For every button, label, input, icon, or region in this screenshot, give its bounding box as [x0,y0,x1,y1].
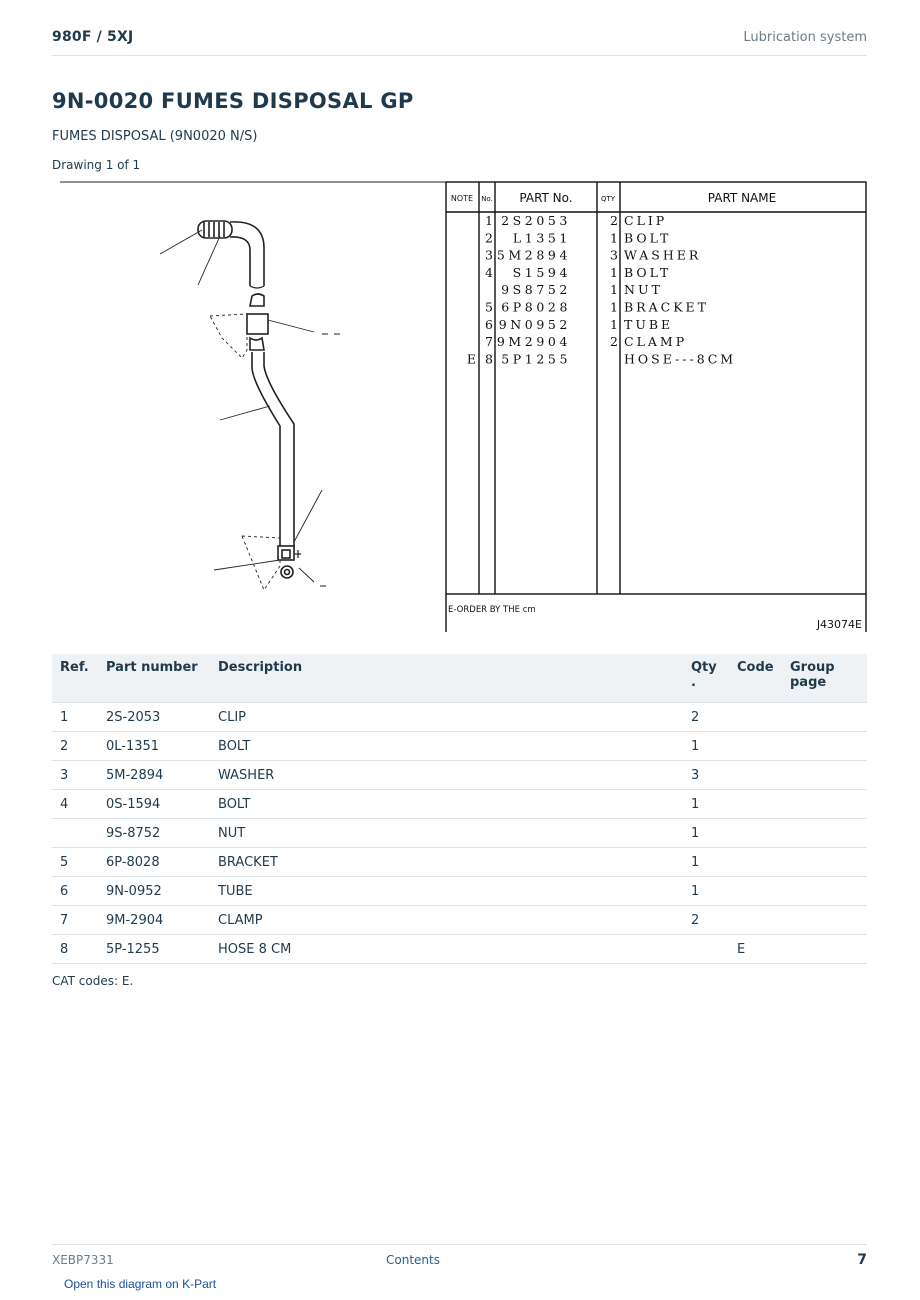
diagram-id: J43074E [816,618,862,631]
diagram-qty: 3 [610,247,618,263]
diagram-no-header: No. [481,195,493,203]
diagram-part-no: 5P1255 [501,351,571,367]
cell-group [790,906,867,935]
cell-qty: 1 [691,877,737,906]
col-code: Code [737,654,790,703]
cell-part-number: 9N-0952 [106,877,218,906]
diagram-qty: 1 [610,282,618,298]
diagram-name: HOSE---8CM [624,351,737,367]
diagram-name: BRACKET [624,299,709,315]
cell-description: NUT [218,819,691,848]
cell-ref: 4 [52,790,106,819]
cell-ref: 8 [52,935,106,964]
system-label: Lubrication system [743,30,867,45]
contents-link[interactable]: Contents [386,1253,440,1267]
parts-table [52,654,867,964]
diagram-note: E [466,351,476,367]
cell-part-number: 2S-2053 [106,703,218,732]
diagram-name: WASHER [624,247,702,263]
cat-codes: CAT codes: E. [52,974,134,988]
diagram-qty: 2 [610,213,618,228]
cell-description: CLIP [218,703,691,732]
table-row [52,761,867,790]
diagram-part-no: 2S2053 [501,213,571,228]
cell-part-number: 0L-1351 [106,732,218,761]
cell-ref: 3 [52,761,106,790]
cell-part-number: 9S-8752 [106,819,218,848]
cell-group [790,732,867,761]
cell-qty: 2 [691,703,737,732]
cell-description: WASHER [218,761,691,790]
document-id: XEBP7331 [52,1253,114,1267]
cell-part-number: 9M-2904 [106,906,218,935]
table-row [52,906,867,935]
cell-code [737,732,790,761]
diagram-name: NUT [624,282,663,298]
cell-group [790,877,867,906]
cell-qty: 3 [691,761,737,790]
cell-qty: 2 [691,906,737,935]
diagram-name: TUBE [624,316,674,332]
parts-table-header [52,654,867,703]
table-row [52,848,867,877]
diagram-no: 1 [485,213,493,228]
header-divider [52,55,867,56]
diagram-footnote: E-ORDER BY THE cm [448,605,536,615]
diagram-no: 2 [485,230,493,246]
diagram-partname-header: PART NAME [707,191,777,205]
diagram-qty: 1 [610,299,618,315]
drawing-count: Drawing 1 of 1 [52,158,141,172]
cell-qty: 1 [691,790,737,819]
col-description: Description [218,654,691,703]
diagram-partno-header: PART No. [519,191,573,205]
diagram-name: CLAMP [624,334,688,350]
page-subtitle: FUMES DISPOSAL (9N0020 N/S) [52,129,258,144]
table-row [52,790,867,819]
table-row [52,703,867,732]
cell-group [790,819,867,848]
cell-part-number: 5P-1255 [106,935,218,964]
diagram-qty: 1 [610,230,618,246]
cell-description: BOLT [218,790,691,819]
diagram-qty-header: QTY [600,195,616,203]
tube-illustration-icon [160,221,340,590]
open-diagram-link[interactable]: Open this diagram on K-Part [64,1277,217,1291]
table-row [52,819,867,848]
cell-ref: 2 [52,732,106,761]
page-number: 7 [857,1252,867,1268]
diagram-no: 5 [485,299,493,315]
cell-qty [691,935,737,964]
cell-code [737,819,790,848]
cell-qty: 1 [691,732,737,761]
col-part-number: Part number [106,654,218,703]
cell-description: BOLT [218,732,691,761]
col-group-page: Group page [790,654,867,703]
parts-diagram [52,178,868,634]
diagram-name: BOLT [624,230,672,246]
page-title: 9N-0020 FUMES DISPOSAL GP [52,89,414,113]
table-row [52,732,867,761]
diagram-no: 7 [485,334,493,350]
cell-description: CLAMP [218,906,691,935]
model-label: 980F / 5XJ [52,29,134,45]
cell-code [737,790,790,819]
cell-code: E [737,935,790,964]
diagram-no: 4 [485,264,493,280]
cell-part-number: 5M-2894 [106,761,218,790]
cell-part-number: 0S-1594 [106,790,218,819]
diagram-name: BOLT [624,264,672,280]
cell-ref: 6 [52,877,106,906]
diagram-name: CLIP [624,213,668,228]
cell-code [737,877,790,906]
footer-divider [52,1244,867,1245]
diagram-qty: 1 [610,264,618,280]
diagram-part-no: 5M2894 [496,247,571,263]
diagram-no: 3 [485,247,493,263]
diagram-part-no: 9N0952 [498,316,571,332]
diagram-no: 8 [485,351,493,367]
cell-qty: 1 [691,848,737,877]
cell-code [737,906,790,935]
diagram-part-no: 6P8028 [501,299,571,315]
diagram-part-no: L1351 [512,230,571,246]
cell-code [737,848,790,877]
diagram-part-no: S1594 [512,264,571,280]
cell-group [790,848,867,877]
table-row [52,935,867,964]
cell-ref [52,819,106,848]
diagram-qty: 2 [610,334,618,350]
diagram-note-header: NOTE [450,194,474,203]
cell-group [790,790,867,819]
cell-group [790,935,867,964]
diagram-no: 6 [485,316,493,332]
cell-group [790,703,867,732]
cell-group [790,761,867,790]
table-row [52,877,867,906]
cell-ref: 5 [52,848,106,877]
cell-qty: 1 [691,819,737,848]
cell-ref: 1 [52,703,106,732]
cell-ref: 7 [52,906,106,935]
col-qty: Qty . [691,654,737,703]
cell-description: BRACKET [218,848,691,877]
cell-code [737,703,790,732]
cell-part-number: 6P-8028 [106,848,218,877]
diagram-part-no: 9S8752 [501,282,571,298]
cell-description: HOSE 8 CM [218,935,691,964]
cell-code [737,761,790,790]
cell-description: TUBE [218,877,691,906]
diagram-part-no: 9M2904 [496,334,571,350]
diagram-qty: 1 [610,316,618,332]
col-ref: Ref. [52,654,106,703]
